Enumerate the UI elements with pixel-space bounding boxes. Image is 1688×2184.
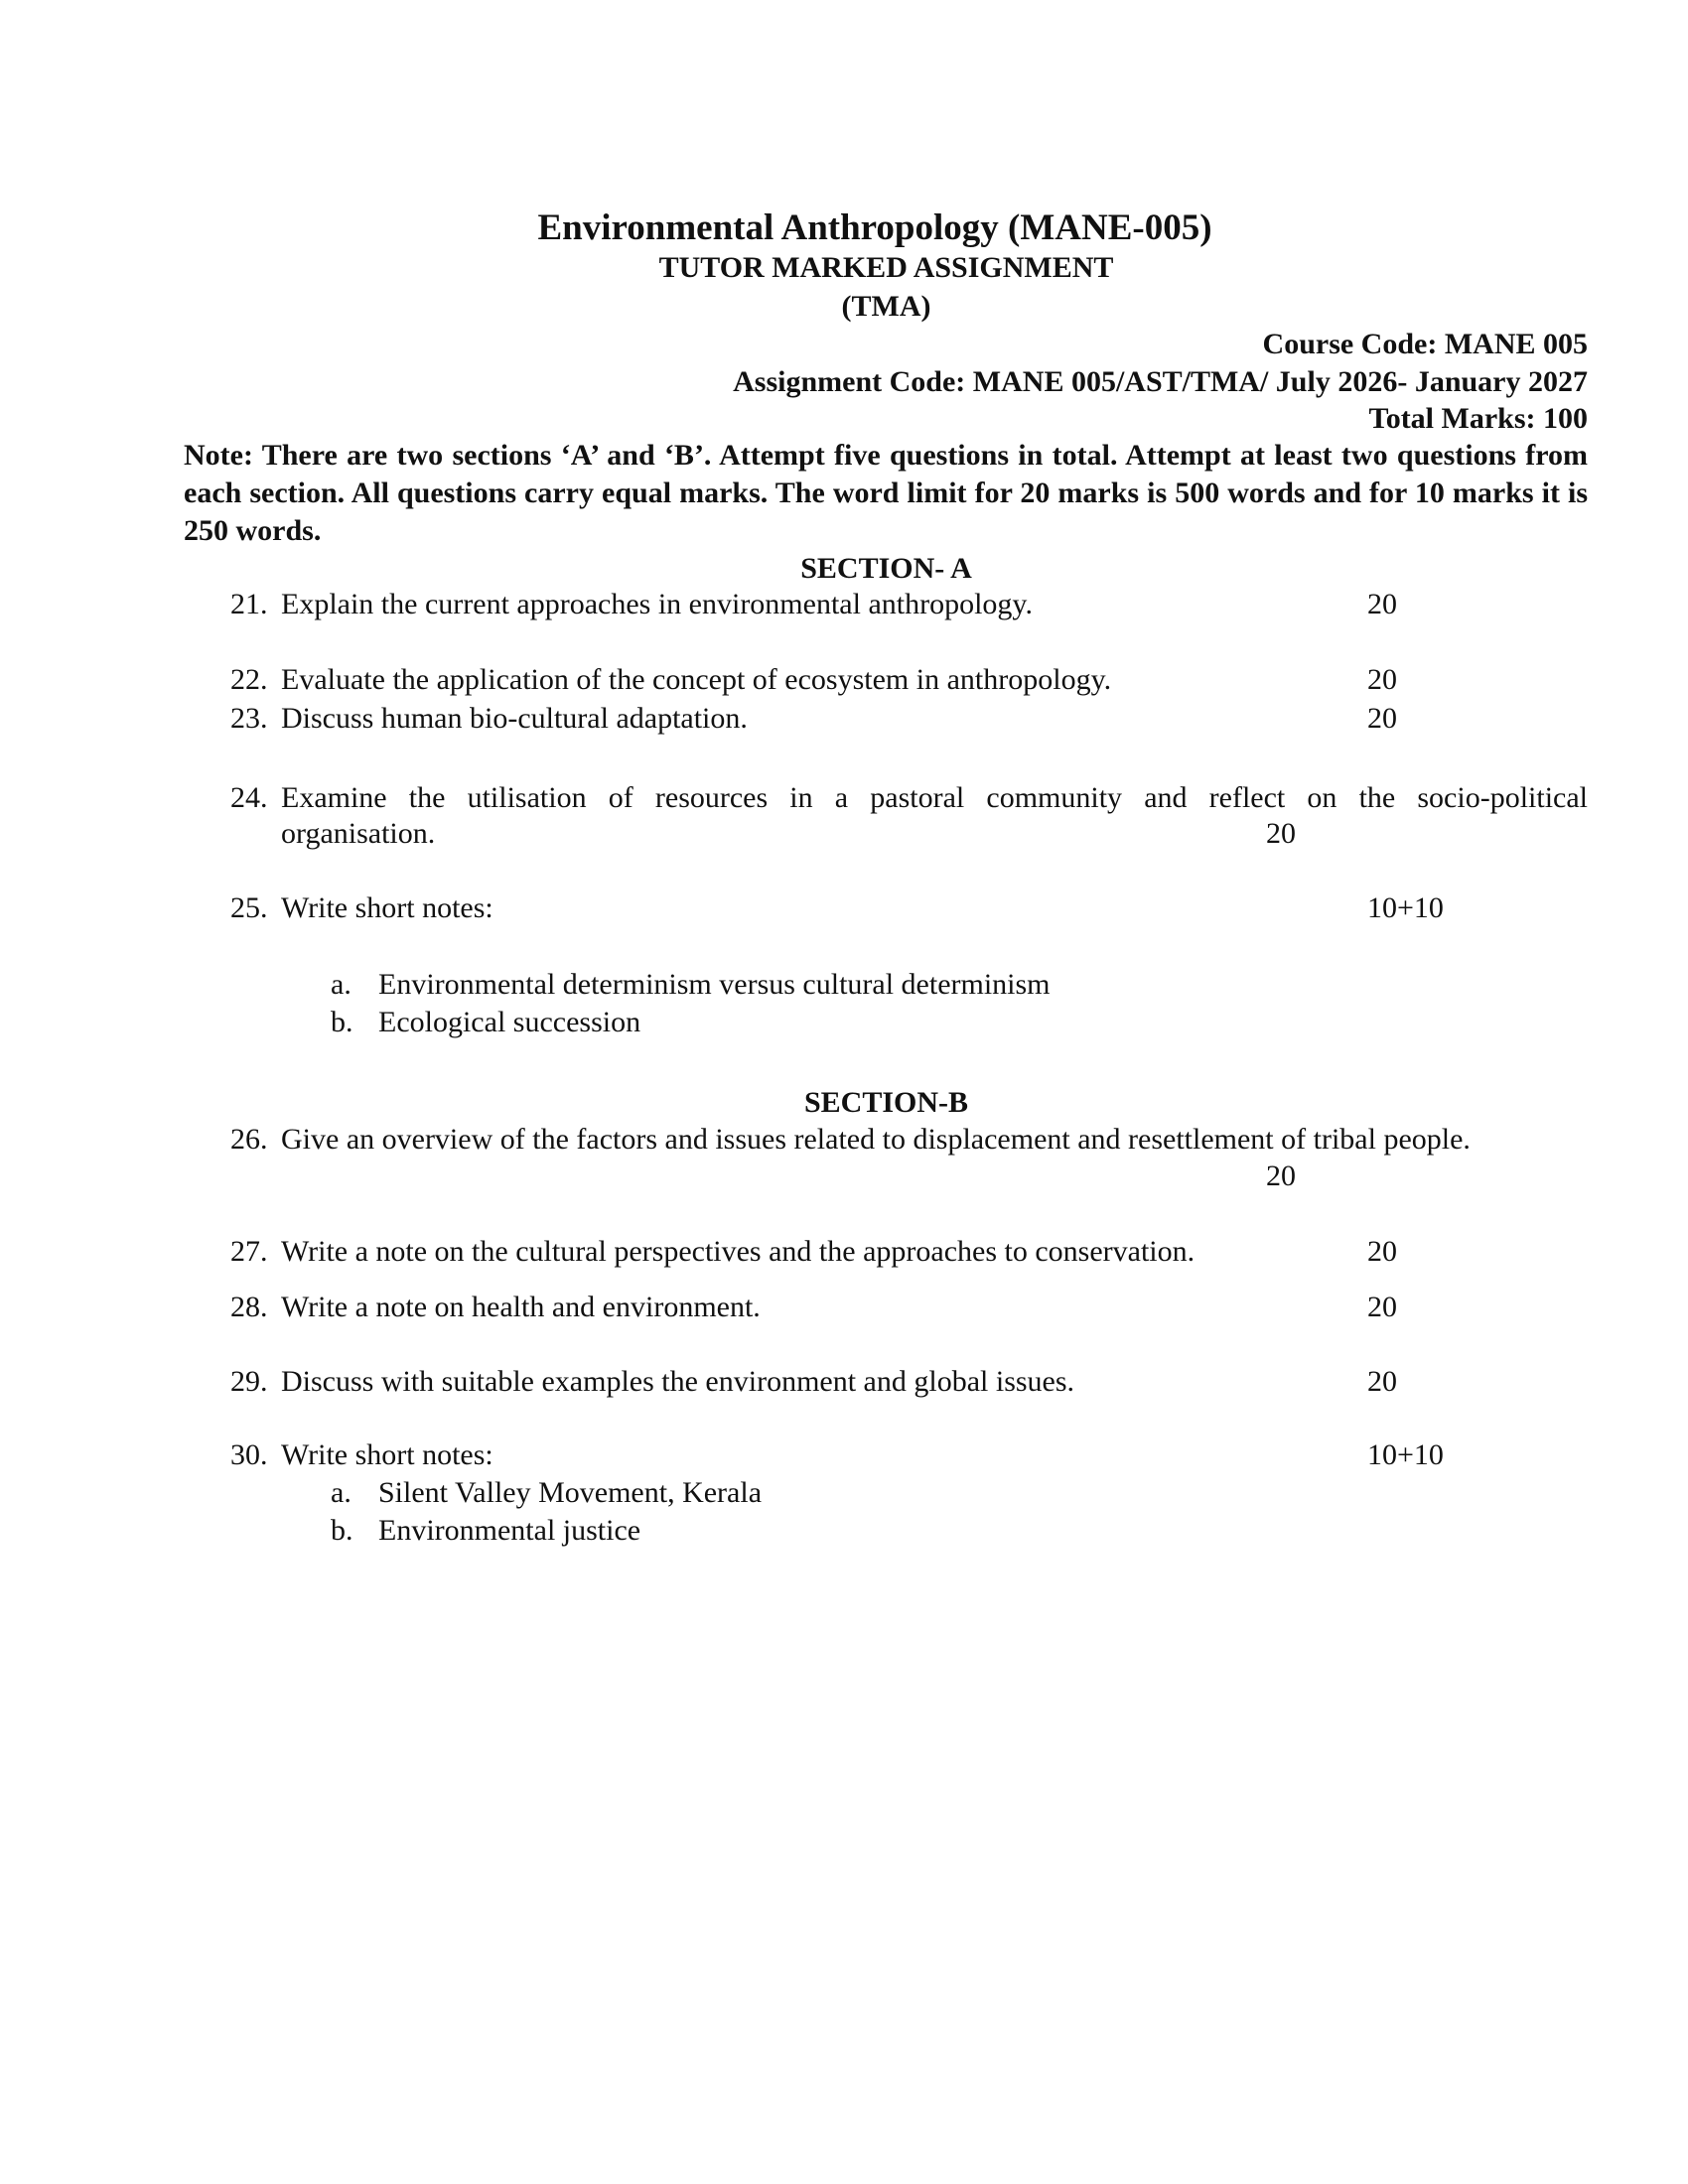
assignment-code: Assignment Code: MANE 005/AST/TMA/ July 2026- January 2027 [733, 365, 1588, 398]
question-text: Write a note on health and environment. [281, 1291, 761, 1323]
question-text: Write short notes: [281, 1438, 493, 1471]
assignment-type-abbr: (TMA) [841, 290, 931, 323]
question-text: Evaluate the application of the concept of ecosystem in anthropology. [281, 663, 1112, 696]
section-a-heading: SECTION- A [800, 552, 972, 585]
question-marks: 20 [1367, 1365, 1397, 1398]
question-marks: 10+10 [1367, 1438, 1444, 1471]
question-number: 21. [230, 588, 268, 620]
question-marks: 20 [1266, 1160, 1296, 1192]
question-marks: 20 [1266, 817, 1296, 850]
question-text: Give an overview of the factors and issues related to displacement and resettlement of tribal people. [281, 1123, 1471, 1156]
sub-item-letter: a. [331, 1476, 352, 1509]
question-marks: 20 [1367, 1291, 1397, 1323]
course-code: Course Code: MANE 005 [1262, 328, 1588, 360]
question-marks: 20 [1367, 588, 1397, 620]
question-number: 30. [230, 1438, 268, 1471]
sub-item-letter: b. [331, 1514, 353, 1547]
question-text: Explain the current approaches in environmental anthropology. [281, 588, 1033, 620]
question-number: 26. [230, 1123, 268, 1156]
sub-item-text: Ecological succession [378, 1006, 641, 1038]
question-text: Examine the utilisation of resources in a pastoral community and reflect on the socio-political [281, 781, 1588, 814]
question-marks: 10+10 [1367, 891, 1444, 924]
instructions-note: Note: There are two sections ‘A’ and ‘B’. Attempt five questions in total. Attempt at least two questions from each section. All questions carry equal marks. The word limit for 20 marks is 500 words and for 10 marks it is 250 words. [184, 439, 1588, 547]
question-number: 28. [230, 1291, 268, 1323]
sub-item-letter: b. [331, 1006, 353, 1038]
question-number: 23. [230, 702, 268, 735]
page-title: Environmental Anthropology (MANE-005) [537, 207, 1212, 248]
sub-item-letter: a. [331, 968, 352, 1001]
section-b-heading: SECTION-B [803, 1086, 969, 1119]
question-text: Write short notes: [281, 891, 493, 924]
question-marks: 20 [1367, 702, 1397, 735]
question-number: 24. [230, 781, 268, 814]
question-text-continued: organisation. [281, 817, 436, 850]
question-text: Discuss human bio-cultural adaptation. [281, 702, 748, 735]
question-number: 29. [230, 1365, 268, 1398]
question-text: Write a note on the cultural perspectives and the approaches to conservation. [281, 1235, 1196, 1268]
question-number: 27. [230, 1235, 268, 1268]
question-number: 22. [230, 663, 268, 696]
total-marks: Total Marks: 100 [1368, 402, 1588, 435]
sub-item-text: Environmental determinism versus cultural determinism [378, 968, 1051, 1001]
question-number: 25. [230, 891, 268, 924]
question-text: Discuss with suitable examples the environment and global issues. [281, 1365, 1075, 1398]
assignment-type: TUTOR MARKED ASSIGNMENT [658, 251, 1114, 284]
question-marks: 20 [1367, 663, 1397, 696]
sub-item-text: Environmental justice [378, 1514, 641, 1547]
sub-item-text: Silent Valley Movement, Kerala [378, 1476, 763, 1509]
question-marks: 20 [1367, 1235, 1397, 1268]
